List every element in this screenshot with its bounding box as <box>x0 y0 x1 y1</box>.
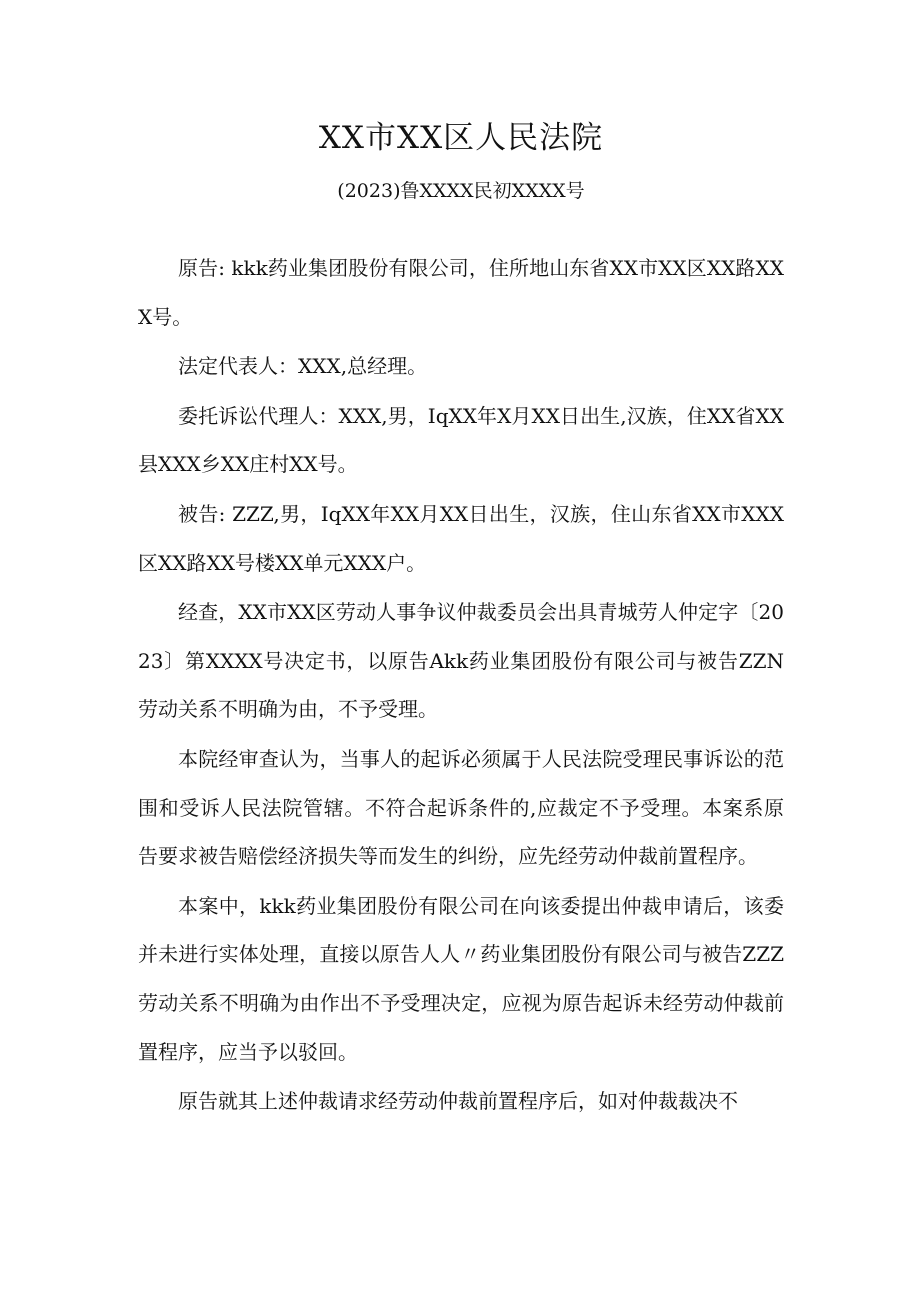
paragraph-defendant: 被告: ZZZ,男，IqXX年XX月XX日出生，汉族，住山东省XX市XXX区XX路XX号楼XX单元XXX户。 <box>138 501 784 575</box>
paragraph-continuation: 原告就其上述仲裁请求经劳动仲裁前置程序后，如对仲裁裁决不 <box>178 1089 738 1114</box>
court-title: XX市XX区人民法院 <box>318 120 604 156</box>
paragraph-agent: 委托诉讼代理人：XXX,男，IqXX年X月XX日出生,汉族，住XX省XX县XXX乡XX庄村XX号。 <box>138 403 784 477</box>
paragraph-plaintiff: 原告: kkk药业集团股份有限公司，住所地山东省XX市XX区XX路XXX号。 <box>138 256 784 329</box>
paragraph-case-analysis: 本案中，kkk药业集团股份有限公司在向该委提出仲裁申请后，该委并未进行实体处理，直接以原告人人〃药业集团股份有限公司与被告ZZZ劳动关系不明确为由作出不予受理决定，应视为原告起诉未经劳动仲裁前置程序，应当予以驳回。 <box>138 893 784 1064</box>
paragraph-legal-representative: 法定代表人：XXX,总经理。 <box>178 354 428 379</box>
paragraph-investigation: 经查，XX市XX区劳动人事争议仲裁委员会出具青城劳人仲定字〔2023〕第XXXX号决定书，以原告Akk药业集团股份有限公司与被告ZZN劳动关系不明确为由，不予受理。 <box>138 600 784 722</box>
paragraph-court-opinion: 本院经审查认为，当事人的起诉必须属于人民法院受理民事诉讼的范围和受诉人民法院管辖。不符合起诉条件的,应裁定不予受理。本案系原告要求被告赔偿经济损失等而发生的纠纷，应先经劳动仲裁前置程序。 <box>138 746 784 869</box>
case-number: (2023)鲁XXXX民初XXXX号 <box>337 180 585 202</box>
document-body <box>138 244 784 1126</box>
